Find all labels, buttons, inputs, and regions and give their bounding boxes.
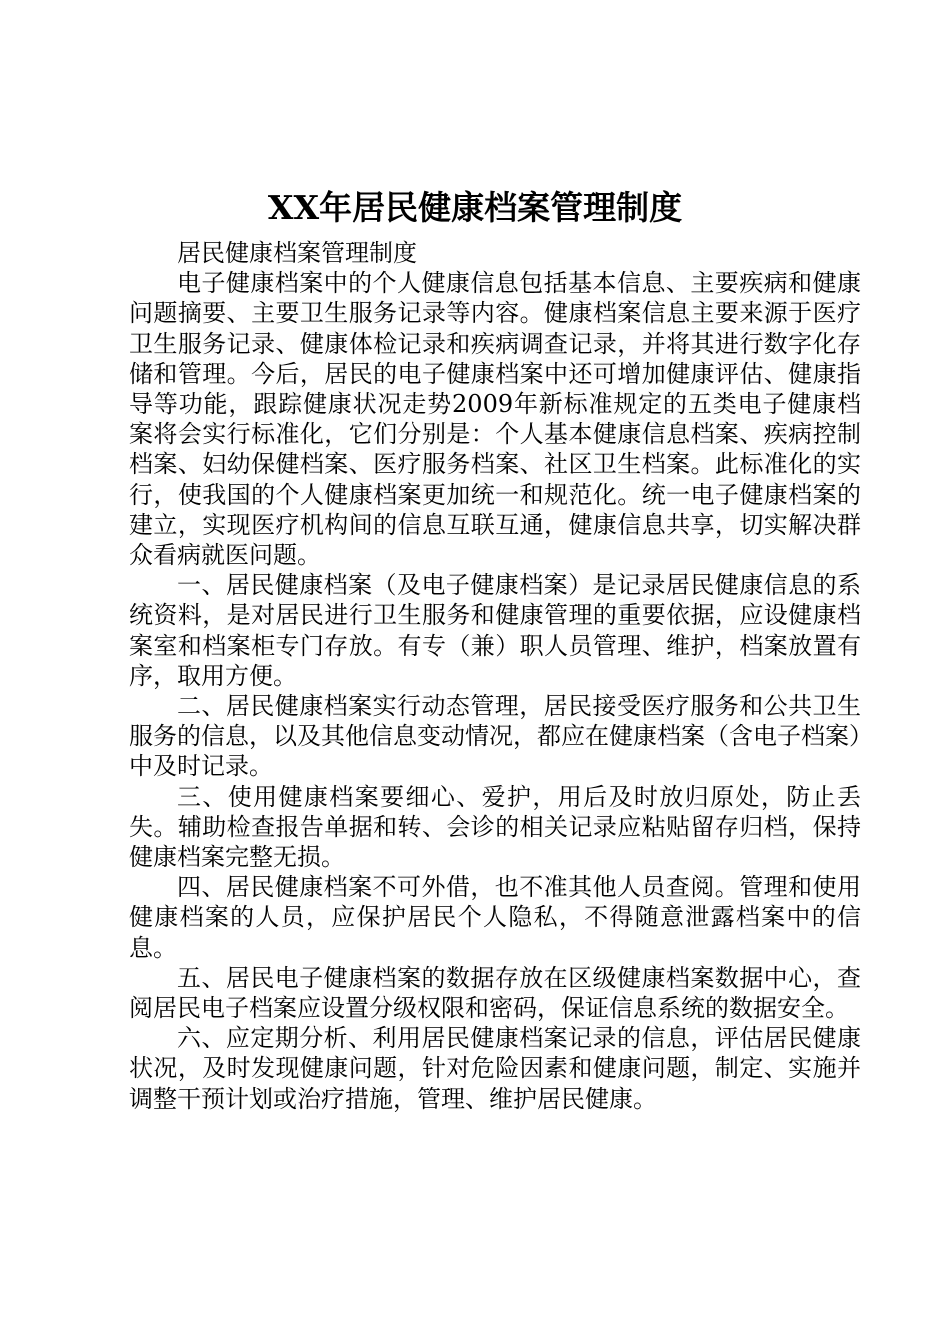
paragraph-intro: 电子健康档案中的个人健康信息包括基本信息、主要疾病和健康问题摘要、主要卫生服务记录等内容。健康档案信息主要来源于医疗卫生服务记录、健康体检记录和疾病调查记录，并将其进行数字化存储和管理。今后，居民的电子健康档案中还可增加健康评估、健康指导等功能，跟踪健康状况走势2009年新标准规定的五类电子健康档案将会实行标准化，它们分别是：个人基本健康信息档案、疾病控制档案、妇幼保健档案、医疗服务档案、社区卫生档案。此标准化的实行，使我国的个人健康档案更加统一和规范化。统一电子健康档案的建立，实现医疗机构间的信息互联互通，健康信息共享，切实解决群众看病就医问题。	[129, 269, 861, 570]
paragraph-rule-4: 四、居民健康档案不可外借，也不准其他人员查阅。管理和使用健康档案的人员，应保护居民个人隐私，不得随意泄露档案中的信息。	[129, 873, 861, 962]
paragraph-rule-2: 二、居民健康档案实行动态管理，居民接受医疗服务和公共卫生服务的信息，以及其他信息变动情况，都应在健康档案（含电子档案）中及时记录。	[129, 692, 861, 781]
document-title: XX年居民健康档案管理制度	[267, 188, 683, 227]
paragraph-rule-6: 六、应定期分析、利用居民健康档案记录的信息，评估居民健康状况，及时发现健康问题，针对危险因素和健康问题，制定、实施并调整干预计划或治疗措施，管理、维护居民健康。	[129, 1024, 861, 1113]
paragraph-rule-1: 一、居民健康档案（及电子健康档案）是记录居民健康信息的系统资料，是对居民进行卫生服务和健康管理的重要依据，应设健康档案室和档案柜专门存放。有专（兼）职人员管理、维护，档案放置有序，取用方便。	[129, 571, 861, 690]
paragraph-rule-3: 三、使用健康档案要细心、爱护，用后及时放归原处，防止丢失。辅助检查报告单据和转、会诊的相关记录应粘贴留存归档，保持健康档案完整无损。	[129, 782, 861, 872]
paragraph-rule-5: 五、居民电子健康档案的数据存放在区级健康档案数据中心，查阅居民电子档案应设置分级权限和密码，保证信息系统的数据安全。	[129, 963, 861, 1023]
paragraph-subtitle: 居民健康档案管理制度	[177, 239, 417, 267]
document-body	[129, 238, 861, 1114]
